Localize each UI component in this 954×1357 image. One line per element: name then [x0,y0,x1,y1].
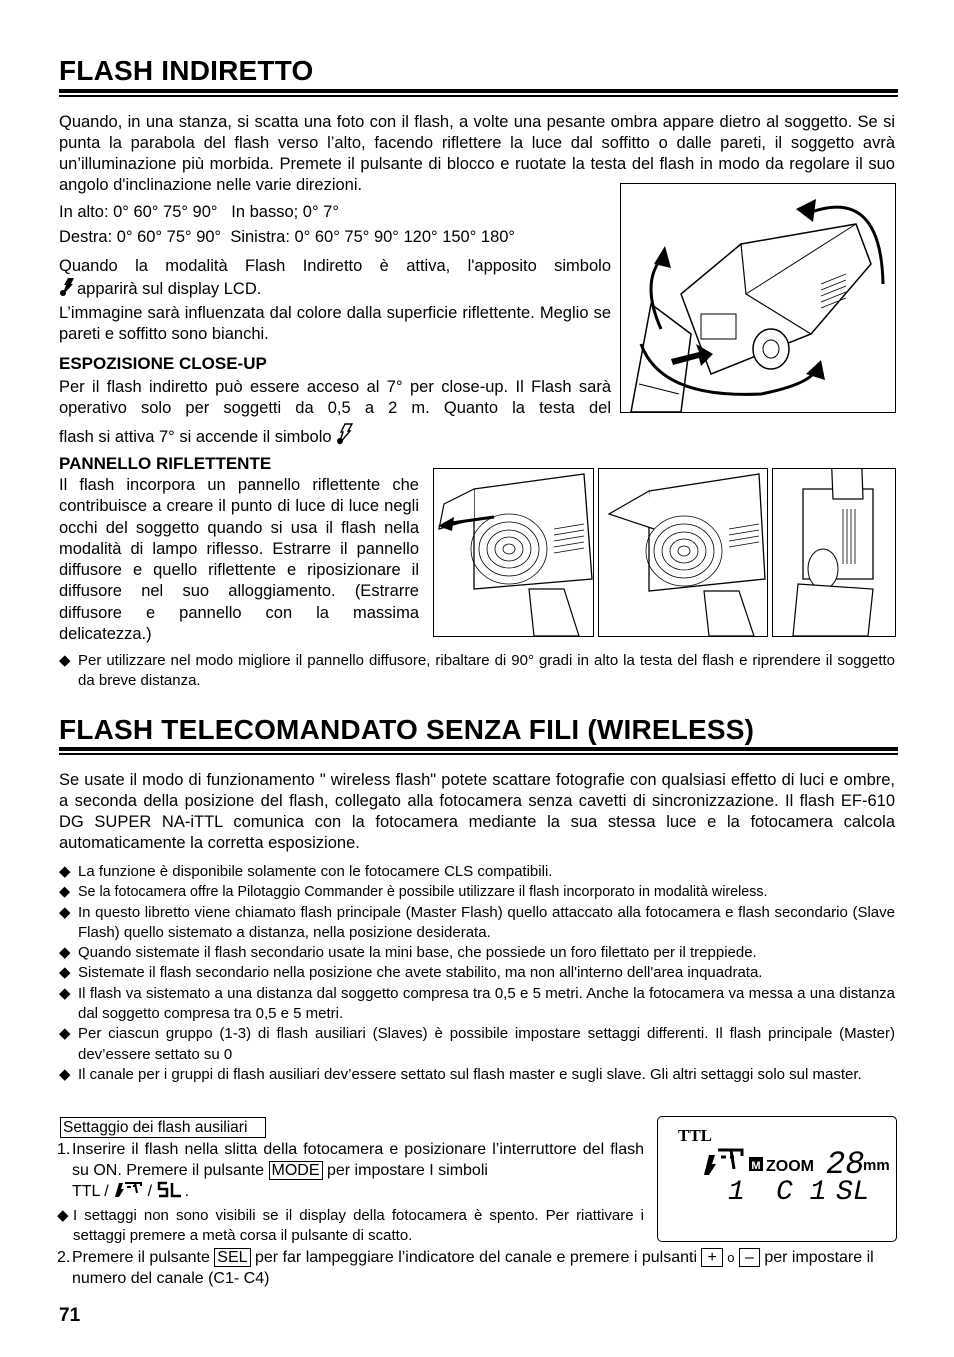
step-number: 1. [57,1141,71,1158]
angles-right-left [59,227,515,248]
list-item: ◆ Quando sistemate il flash secondario usate la mini base, che possiede un foro filettato per il treppiede. [59,943,895,963]
lcd-display-illustration [657,1116,897,1242]
step-1-note: ◆ I settaggi non sono visibili se il display della fotocamera è spento. Per riattivare i settaggi premere a metà corsa il pulsante di scatto. [57,1207,644,1245]
diamond-bullet-icon: ◆ [59,944,71,962]
panel-heading: PANNELLO RIFLETTENTE [59,454,272,473]
title-rule [59,747,898,755]
lcd-m-label: M [751,1160,761,1172]
surface-note: L’immagine sarà influenzata dal colore dalla superficie riflettente. Meglio se pareti e soffitto sono bianchi. [59,304,611,343]
bounce-symbol-icon [59,277,77,303]
lcd-zoom-label: ZOOM [766,1158,814,1175]
intro-text: Quando, in una stanza, si scatta una foto con il flash, a volte una pesante ombra appare dietro al soggetto. Se si punta la parabola del flash verso l’alto, facendo riflettere la luce dal soffitto o dalle pareti, il soggetto avrà un’illuminazione più morbida. Premete il pulsante di blocco e ruotate la testa del flash in modo da regolare il suo angolo d'inclinazione nelle varie direzioni. [59,113,895,194]
angles-up-down [59,202,339,223]
list-item: ◆ Sistemate il flash secondario nella posizione che avete stabilito, ma non all'interno dell'area inquadrata. [59,963,895,983]
lcd-note-line-b: apparirà sul display LCD. [77,280,262,298]
minus-button-label: – [739,1248,760,1267]
plus-button-label: + [701,1248,722,1267]
closeup-heading: ESPOZISIONE CLOSE-UP [59,354,267,373]
diamond-bullet-icon: ◆ [59,652,71,669]
panel-vertical-illustration [772,468,896,637]
lcd-ttl-label: TTL [678,1126,713,1145]
diamond-bullet-icon: ◆ [57,1207,69,1224]
settings-label: Settaggio dei flash ausiliari [60,1117,266,1138]
diamond-bullet-icon: ◆ [59,863,71,880]
list-item: ◆ In questo libretto viene chiamato flash principale (Master Flash) quello attaccato alla fotocamera e flash secondario (Slave Flash) quello sistemato a distanza, nella posizione desiderata. [59,903,895,941]
panel-pull-out-illustration [433,468,594,637]
lcd-wireless-flash-icon [704,1150,742,1175]
diamond-bullet-icon: ◆ [59,884,70,901]
lcd-channel: C 1 [776,1177,827,1208]
lcd-zoom-value: 28 [826,1146,865,1183]
angles-right: Destra: 0° 60° 75° 90° [59,228,222,246]
closeup-symbol-icon [336,423,354,451]
wireless-intro: Se usate il modo di funzionamento " wireless flash" potete scattare fotografie con qualsiasi effetto di luci e ombre, a seconda della posizione del flash, collegato alla fotocamera senza cavetti di sincronizzazione. Il flash EF-610 DG SUPER NA-iTTL comunica con la fotocamera mediante la sua stessa luce e la fotocamera calcola automaticamente la corretta esposizione. [59,771,895,852]
flash-head-rotation-illustration [620,183,896,413]
wireless-master-icon [113,1181,143,1204]
wireless-bullet-list [59,862,895,1085]
lcd-mode: SL [836,1177,870,1208]
section-title-flash-indiretto: FLASH INDIRETTO [59,55,314,86]
section-title-wireless: FLASH TELECOMANDATO SENZA FILI (WIRELESS) [59,714,755,745]
lcd-note-line-a: Quando la modalità Flash Indiretto è attiva, l'apposito simbolo [59,257,611,275]
list-item: ◆ Il flash va sistemato a una distanza dal soggetto compresa tra 0,5 e 5 metri. Anche la fotocamera va messa a una distanza dal soggetto compresa tra 0,5 e 5 metri. [59,984,895,1023]
lcd-unit: mm [863,1157,890,1174]
list-item: ◆ Il canale per i gruppi di flash ausiliari dev’essere settato sul flash master e sugli slave. Gli altri settaggi solo sul master. [59,1065,895,1085]
panel-bullet-text: Per utilizzare nel modo migliore il pannello diffusore, ribaltare di 90° gradi in alto la testa del flash e riprendere il soggetto da breve distanza. [78,652,895,690]
mode-button-label: MODE [269,1161,323,1180]
diamond-bullet-icon: ◆ [59,1025,71,1043]
step-number: 2. [57,1249,71,1266]
closeup-paragraph [59,377,611,451]
step-2: 2. Premere il pulsante SEL per far lampeggiare l’indicatore del canale e premere i pulsanti + o – per impostare il numero del canale (C1- C4) [57,1249,874,1287]
title-rule [59,89,898,97]
angles-down: In basso; 0° 7° [231,203,339,221]
slave-sl-icon [157,1181,185,1204]
closeup-text: Per il flash indiretto può essere acceso al 7° per close-up. Il Flash sarà operativo solo per soggetti da 0,5 a 2 m. Quanto la testa del [59,378,611,417]
bounce-lcd-note [59,256,611,345]
panel-extended-illustration [598,468,768,637]
angles-up: In alto: 0° 60° 75° 90° [59,203,218,221]
page-number: 71 [59,1305,81,1326]
panel-paragraph: Il flash incorpora un pannello riflettente che contribuisce a creare il punto di luce di luce negli occhi del soggetto quando si usa il flash nella modalità di lampo riflesso. Estrarre il pannello diffusore e quello riflettente e riposizionare il diffusore nel suo alloggiamento. (Estrarre diffusore e pannello con la massima delicatezza.) [59,476,419,644]
sel-button-label: SEL [214,1248,250,1267]
list-item: ◆ Se la fotocamera offre la Pilotaggio Commander è possibile utilizzare il flash incorporato in modalità wireless. [59,882,895,902]
panel-bullet [59,651,895,692]
diamond-bullet-icon: ◆ [59,964,71,982]
diamond-bullet-icon: ◆ [59,1065,71,1083]
list-item: ◆ La funzione è disponibile solamente con le fotocamere CLS compatibili. [59,862,895,882]
step-1: 1. Inserire il flash nella slitta della fotocamera e posizionare l’interruttore del flash su ON. Premere il pulsante MODE per impostare I simboli TTL / / . ◆ I settaggi non sono visibili se il display della fotocamera è spento. Per riattivare i settaggi premere a metà corsa il pulsante di scatto. [57,1139,644,1247]
closeup-text-last: flash si attiva 7° si accende il simbolo [59,428,332,446]
diamond-bullet-icon: ◆ [59,984,71,1002]
lcd-group: 1 [728,1177,745,1208]
diamond-bullet-icon: ◆ [59,903,71,921]
angles-left: Sinistra: 0° 60° 75° 90° 120° 150° 180° [230,228,516,246]
list-item: ◆ Per ciascun gruppo (1-3) di flash ausiliari (Slaves) è possibile impostare settaggi differenti. Il flash principale (Master) dev’essere settato su 0 [59,1025,895,1063]
